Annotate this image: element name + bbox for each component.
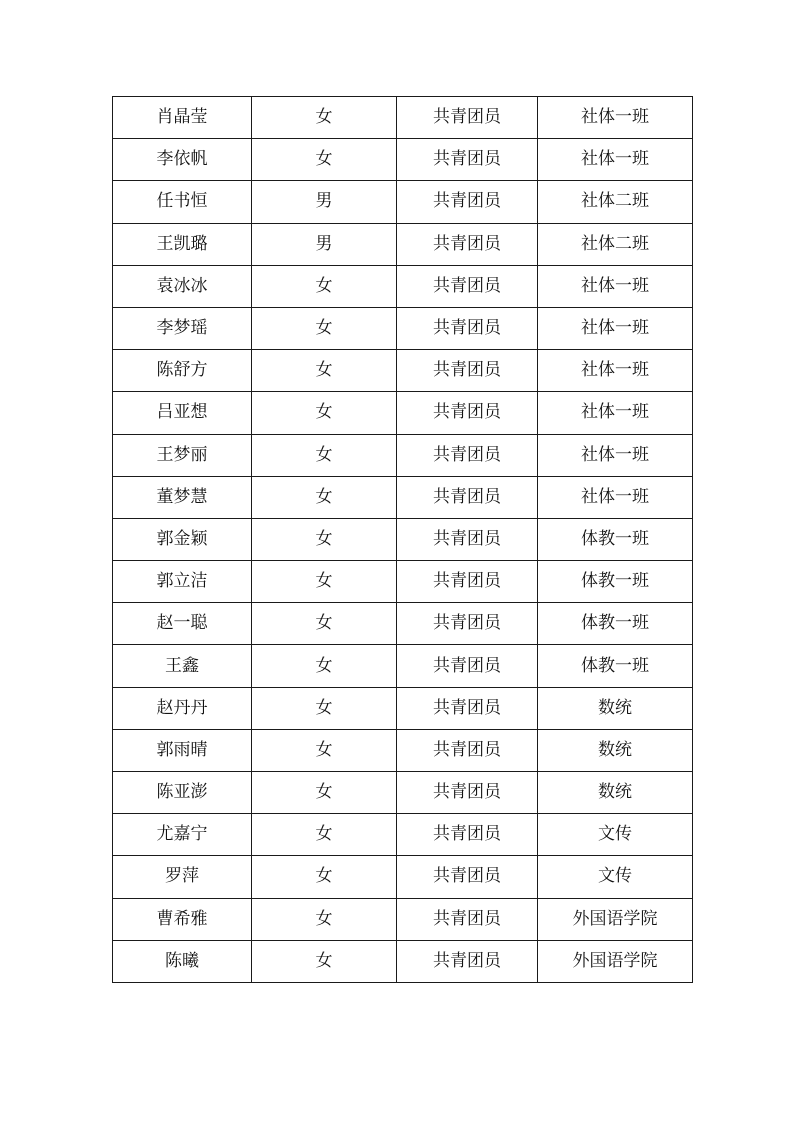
political-status-cell: 共青团员 [397, 307, 538, 349]
political-status-cell: 共青团员 [397, 729, 538, 771]
class-cell: 体教一班 [538, 645, 693, 687]
gender-cell: 女 [252, 772, 397, 814]
class-cell: 社体一班 [538, 139, 693, 181]
student-name-cell: 陈曦 [113, 940, 252, 982]
table-row [113, 392, 693, 434]
political-status-cell: 共青团员 [397, 898, 538, 940]
political-status-cell: 共青团员 [397, 350, 538, 392]
student-name-cell: 陈舒方 [113, 350, 252, 392]
gender-cell: 女 [252, 940, 397, 982]
table-row [113, 265, 693, 307]
student-name-cell: 董梦慧 [113, 476, 252, 518]
table-row [113, 97, 693, 139]
political-status-cell: 共青团员 [397, 181, 538, 223]
class-cell: 社体一班 [538, 434, 693, 476]
table-row [113, 350, 693, 392]
student-name-cell: 王鑫 [113, 645, 252, 687]
student-name-cell: 李依帆 [113, 139, 252, 181]
student-name-cell: 郭金颖 [113, 518, 252, 560]
class-cell: 外国语学院 [538, 898, 693, 940]
student-name-cell: 吕亚想 [113, 392, 252, 434]
gender-cell: 女 [252, 561, 397, 603]
gender-cell: 女 [252, 687, 397, 729]
class-cell: 社体一班 [538, 307, 693, 349]
table-row [113, 223, 693, 265]
student-name-cell: 曹希雅 [113, 898, 252, 940]
gender-cell: 女 [252, 645, 397, 687]
table-row [113, 687, 693, 729]
gender-cell: 女 [252, 434, 397, 476]
class-cell: 社体二班 [538, 223, 693, 265]
gender-cell: 女 [252, 898, 397, 940]
student-name-cell: 王凯璐 [113, 223, 252, 265]
table-row [113, 139, 693, 181]
gender-cell: 女 [252, 476, 397, 518]
student-name-cell: 王梦丽 [113, 434, 252, 476]
gender-cell: 女 [252, 729, 397, 771]
class-cell: 社体一班 [538, 392, 693, 434]
student-name-cell: 郭雨晴 [113, 729, 252, 771]
class-cell: 文传 [538, 814, 693, 856]
political-status-cell: 共青团员 [397, 645, 538, 687]
table-row [113, 898, 693, 940]
gender-cell: 男 [252, 223, 397, 265]
class-cell: 数统 [538, 687, 693, 729]
political-status-cell: 共青团员 [397, 518, 538, 560]
political-status-cell: 共青团员 [397, 603, 538, 645]
political-status-cell: 共青团员 [397, 856, 538, 898]
political-status-cell: 共青团员 [397, 97, 538, 139]
student-name-cell: 赵一聪 [113, 603, 252, 645]
table-row [113, 518, 693, 560]
table-row [113, 476, 693, 518]
political-status-cell: 共青团员 [397, 434, 538, 476]
student-name-cell: 赵丹丹 [113, 687, 252, 729]
class-cell: 外国语学院 [538, 940, 693, 982]
table-row [113, 307, 693, 349]
gender-cell: 女 [252, 856, 397, 898]
political-status-cell: 共青团员 [397, 940, 538, 982]
student-name-cell: 郭立洁 [113, 561, 252, 603]
gender-cell: 女 [252, 139, 397, 181]
student-name-cell: 罗萍 [113, 856, 252, 898]
table-row [113, 434, 693, 476]
class-cell: 社体一班 [538, 97, 693, 139]
table-row [113, 181, 693, 223]
table-row [113, 561, 693, 603]
table-row [113, 856, 693, 898]
table-row [113, 603, 693, 645]
student-name-cell: 袁冰冰 [113, 265, 252, 307]
table-row [113, 940, 693, 982]
student-name-cell: 肖晶莹 [113, 97, 252, 139]
political-status-cell: 共青团员 [397, 772, 538, 814]
gender-cell: 女 [252, 265, 397, 307]
class-cell: 体教一班 [538, 603, 693, 645]
class-cell: 社体二班 [538, 181, 693, 223]
roster-body [113, 97, 693, 983]
gender-cell: 女 [252, 603, 397, 645]
gender-cell: 男 [252, 181, 397, 223]
political-status-cell: 共青团员 [397, 139, 538, 181]
student-name-cell: 李梦瑶 [113, 307, 252, 349]
class-cell: 社体一班 [538, 476, 693, 518]
class-cell: 社体一班 [538, 265, 693, 307]
class-cell: 体教一班 [538, 518, 693, 560]
political-status-cell: 共青团员 [397, 561, 538, 603]
student-name-cell: 陈亚澎 [113, 772, 252, 814]
student-name-cell: 尤嘉宁 [113, 814, 252, 856]
roster-table [112, 96, 693, 983]
political-status-cell: 共青团员 [397, 476, 538, 518]
student-name-cell: 任书恒 [113, 181, 252, 223]
class-cell: 社体一班 [538, 350, 693, 392]
gender-cell: 女 [252, 307, 397, 349]
political-status-cell: 共青团员 [397, 223, 538, 265]
gender-cell: 女 [252, 814, 397, 856]
political-status-cell: 共青团员 [397, 392, 538, 434]
gender-cell: 女 [252, 392, 397, 434]
table-row [113, 814, 693, 856]
class-cell: 数统 [538, 772, 693, 814]
class-cell: 体教一班 [538, 561, 693, 603]
class-cell: 数统 [538, 729, 693, 771]
class-cell: 文传 [538, 856, 693, 898]
table-row [113, 772, 693, 814]
political-status-cell: 共青团员 [397, 814, 538, 856]
gender-cell: 女 [252, 518, 397, 560]
gender-cell: 女 [252, 97, 397, 139]
table-row [113, 645, 693, 687]
table-row [113, 729, 693, 771]
political-status-cell: 共青团员 [397, 687, 538, 729]
gender-cell: 女 [252, 350, 397, 392]
political-status-cell: 共青团员 [397, 265, 538, 307]
